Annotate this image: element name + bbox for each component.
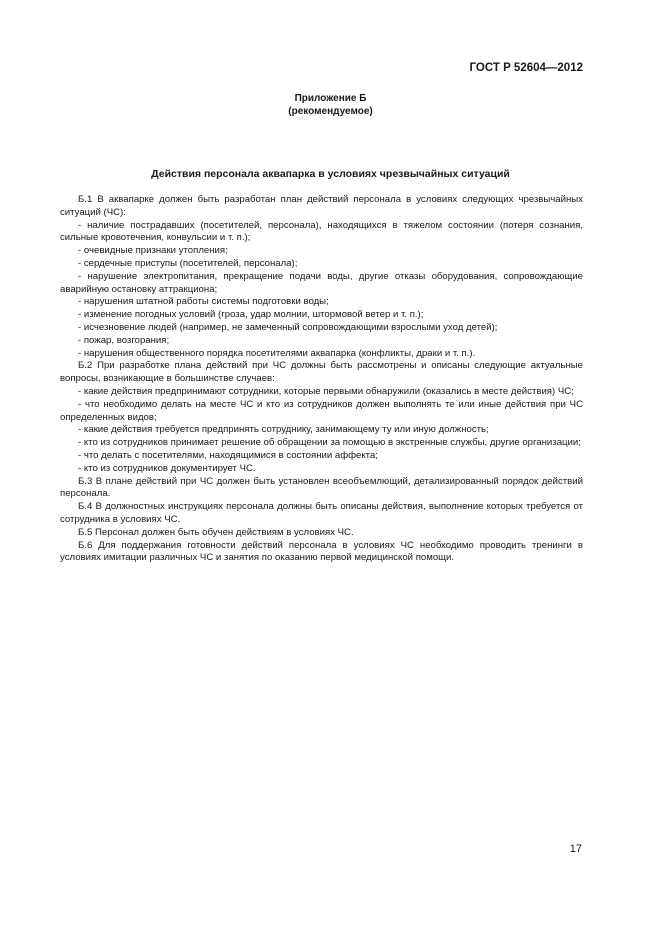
appendix-status: (рекомендуемое) — [288, 105, 373, 117]
paragraph: Б.1 В аквапарке должен быть разработан план действий персонала в условиях следующих чрезвычайных ситуаций (ЧС): — [60, 194, 583, 218]
list-item: - наличие пострадавших (посетителей, персонала), находящихся в тяжелом состоянии (потеря сознания, сильные кровотечения, конвульсии и т. п.); — [60, 219, 583, 244]
paragraph: Б.4 В должностных инструкциях персонала должны быть описаны действия, выполнение которых требуется от сотрудника в условиях ЧС. — [60, 501, 583, 525]
page-number: 17 — [569, 843, 582, 855]
list-item: - кто из сотрудников принимает решение об обращении за помощью в экстренные службы, другие организации; — [78, 437, 581, 449]
appendix-heading — [0, 93, 661, 118]
body-text — [60, 194, 583, 565]
standard-code: ГОСТ Р 52604—2012 — [469, 62, 583, 74]
appendix-label: Приложение Б — [294, 93, 367, 104]
list-item: - нарушение электропитания, прекращение подачи воды, другие отказы оборудования, сопровождающие аварийную остановку аттракциона; — [60, 270, 583, 295]
list-item: - нарушения штатной работы системы подготовки воды; — [78, 296, 329, 308]
list-item: - изменение погодных условий (гроза, удар молнии, штормовой ветер и т. п.); — [78, 309, 424, 321]
paragraph: Б.2 При разработке плана действий при ЧС должны быть рассмотрены и описаны следующие актуальные вопросы, возникающие в большинстве случаев: — [60, 360, 583, 385]
list-item: - какие действия предпринимают сотрудники, которые первыми обнаружили (оказались в месте действия) ЧС; — [78, 385, 574, 397]
list-item: - нарушения общественного порядка посетителями аквапарка (конфликты, драки и т. п.). — [78, 347, 476, 359]
list-item: - кто из сотрудников документирует ЧС. — [78, 462, 256, 474]
paragraph: Б.3 В плане действий при ЧС должен быть установлен всеобъемлющий, детализированный порядок действий персонала. — [60, 475, 583, 500]
list-item: - какие действия требуется предпринять сотруднику, занимающему ту или иную должность; — [78, 424, 489, 436]
list-item: - очевидные признаки утопления; — [78, 245, 228, 257]
document-title: Действия персонала аквапарка в условиях чрезвычайных ситуаций — [151, 168, 510, 180]
paragraph: Б.5 Персонал должен быть обучен действиям в условиях ЧС. — [78, 526, 354, 538]
list-item: - что необходимо делать на месте ЧС и кто из сотрудников должен выполнять те или иные действия при ЧС определенных видов; — [60, 398, 583, 423]
list-item: - пожар, возгорания; — [78, 334, 170, 346]
list-item: - исчезновение людей (например, не замеченный сопровождающими взрослыми уход детей); — [78, 321, 498, 333]
list-item: - что делать с посетителями, находящимися в состоянии аффекта; — [78, 449, 378, 461]
list-item: - сердечные приступы (посетителей, персонала); — [78, 257, 298, 269]
paragraph: Б.6 Для поддержания готовности действий персонала в условиях ЧС необходимо проводить тренинги в условиях имитации различных ЧС и занятия по оказанию первой медицинской помощи. — [60, 539, 583, 564]
